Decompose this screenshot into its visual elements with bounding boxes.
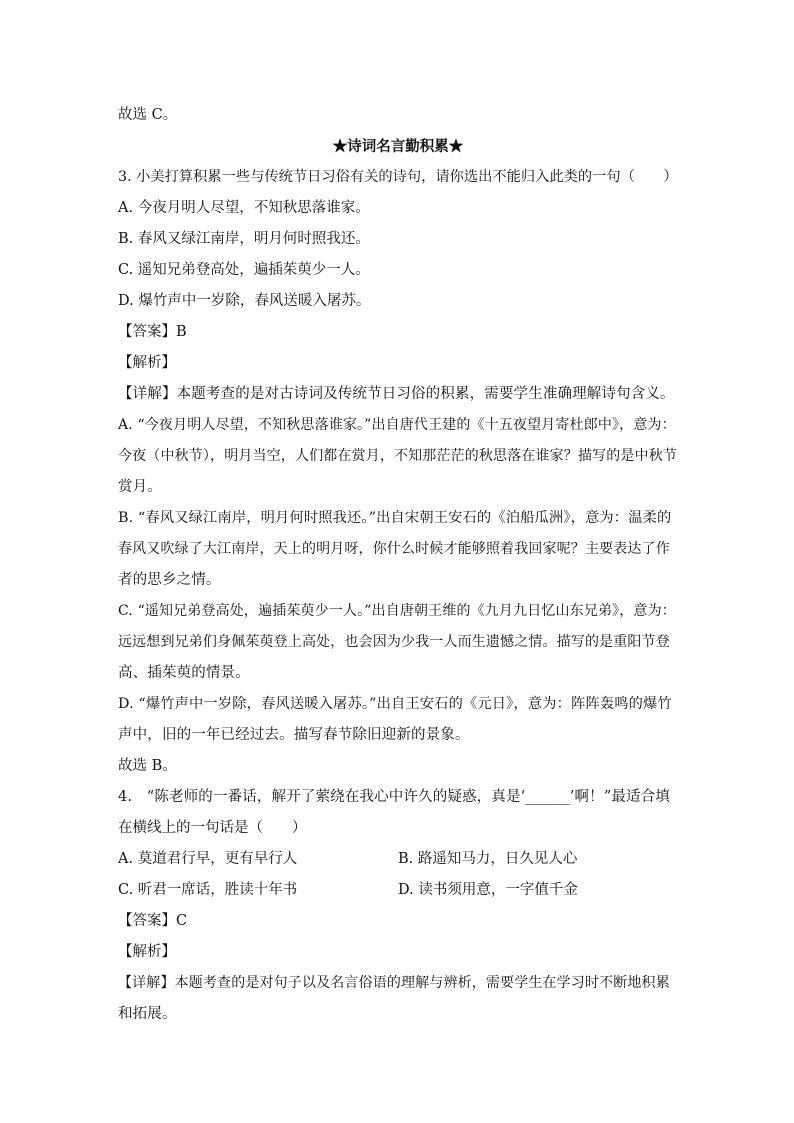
question-4-option-a: A. 莫道君行早，更有早行人 [118, 851, 298, 867]
question-4-option-d: D. 读书须用意，一字值千金 [398, 882, 578, 898]
conclusion-q2: 故选 C。 [118, 107, 178, 123]
question-4-detail-line2: 和拓展。 [118, 1006, 177, 1022]
question-3-stem: 3. 小美打算积累一些与传统节日习俗有关的诗句，请你选出不能归入此类的一句（ ） [118, 169, 678, 185]
question-4-option-b: B. 路遥知马力，日久见人心 [398, 851, 578, 867]
question-3-explain-c-line3: 高、插茱萸的情景。 [118, 665, 250, 681]
question-3-analysis-label: 【解析】 [118, 355, 176, 371]
question-3-explain-a-line2: 今夜（中秋节），明月当空，人们都在赏月，不知那茫茫的秋思落在谁家？描写的是中秋节 [118, 448, 677, 464]
section-heading: ★诗词名言勤积累★ [332, 138, 464, 155]
question-3-answer: 【答案】B [118, 324, 187, 340]
question-3-conclusion: 故选 B。 [118, 758, 177, 774]
question-3-explain-c-line2: 远远想到兄弟们身佩茱萸登上高处，也会因为少我一人而生遗憾之情。描写的是重阳节登 [118, 634, 670, 650]
question-3-explain-a-line1: A. “今夜月明人尽望，不知秋思落谁家。”出自唐代王建的《十五夜望月寄杜郎中》，意为： [118, 417, 676, 433]
question-3-option-a: A. 今夜月明人尽望，不知秋思落谁家。 [118, 200, 370, 216]
question-4-analysis-label: 【解析】 [118, 944, 176, 960]
question-3-option-b: B. 春风又绿江南岸，明月何时照我还。 [118, 231, 370, 247]
question-4-options-row1 [118, 844, 678, 875]
question-4-stem-line1: 4. “陈老师的一番话，解开了萦绕在我心中许久的疑惑，真是‘______’啊！”最适合填 [118, 789, 670, 805]
question-3-option-d: D. 爆竹声中一岁除，春风送暖入屠苏。 [118, 293, 371, 309]
question-4-options-row2 [118, 875, 678, 906]
question-4-option-c: C. 听君一席话，胜读十年书 [118, 882, 298, 898]
question-3-explain-a-line3: 赏月。 [118, 479, 162, 495]
question-3-explain-b-line2: 春风又吹绿了大江南岸，天上的明月呀，你什么时候才能够照着我回家呢？主要表达了作 [118, 541, 670, 557]
question-3-option-c: C. 遥知兄弟登高处，遍插茱萸少一人。 [118, 262, 370, 278]
question-3-explain-d-line2: 声中，旧的一年已经过去。描写春节除旧迎新的景象。 [118, 727, 470, 743]
question-3-detail: 【详解】本题考查的是对古诗词及传统节日习俗的积累，需要学生准确理解诗句含义。 [118, 386, 675, 402]
question-3-explain-d-line1: D. “爆竹声中一岁除，春风送暖入屠苏。”出自王安石的《元日》，意为：阵阵轰鸣的爆竹 [118, 696, 672, 712]
page-content [118, 100, 678, 1030]
question-4-stem-line2: 在横线上的一句话是（ ） [118, 820, 307, 836]
question-4-detail-line1: 【详解】本题考查的是对句子以及名言俗语的理解与辨析，需要学生在学习时不断地积累 [118, 975, 670, 991]
question-3-explain-b-line1: B. “春风又绿江南岸，明月何时照我还。”出自宋朝王安石的《泊船瓜洲》，意为：温柔的 [118, 510, 672, 526]
question-3-explain-b-line3: 者的思乡之情。 [118, 572, 221, 588]
question-3-explain-c-line1: C. “遥知兄弟登高处，遍插茱萸少一人。”出自唐朝王维的《九月九日忆山东兄弟》，意为： [118, 603, 676, 619]
question-4-answer: 【答案】C [118, 913, 188, 929]
